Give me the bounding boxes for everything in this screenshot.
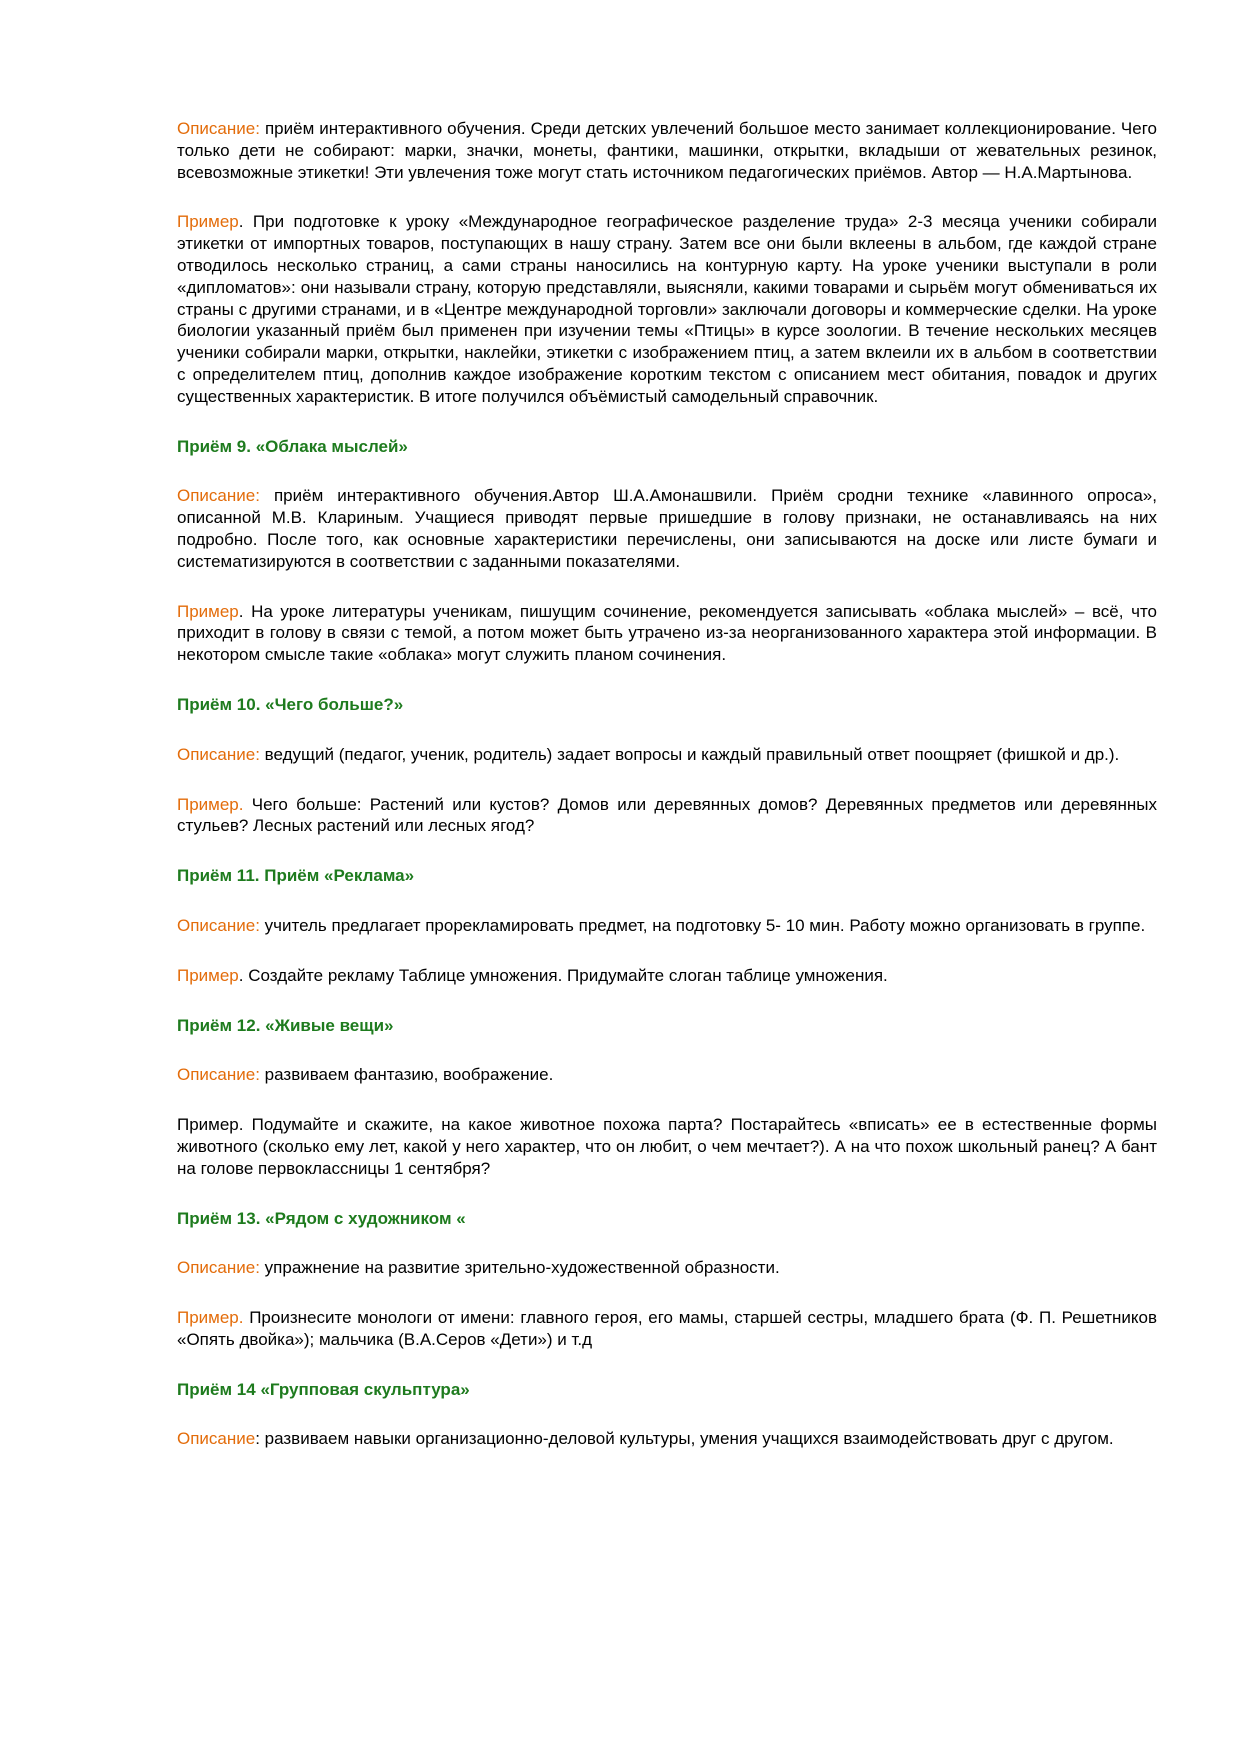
paragraph-description — [177, 1257, 1157, 1279]
example-label: Пример. — [177, 1308, 244, 1328]
paragraph-example — [177, 1307, 1157, 1351]
paragraph-description — [177, 118, 1157, 183]
paragraph-description — [177, 1428, 1157, 1450]
paragraph-text: . На уроке литературы ученикам, пишущим сочинение, рекомендуется записывать «облака мыслей» – всё, что приходит в голову в связи с темой, а потом может быть утрачено из-за неорганизованного характера этой информации. В некотором смысле такие «облака» могут служить планом сочинения. — [177, 601, 1157, 665]
section-heading: Приём 13. «Рядом с художником « — [177, 1208, 466, 1228]
example-label: Пример — [177, 601, 239, 621]
paragraph-text: . При подготовке к уроку «Международное географическое разделение труда» 2-3 месяца ученики собирали этикетки от импортных товаров, поступающих в нашу страну. Затем все они были вклеены в альбом, где каждой стране отводилось несколько страниц, а сами страны наносились на контурную карту. На уроке ученики выступали в роли «дипломатов»: они называли страну, которую представляли, выясняли, какими товарами и сырьём могут обмениваться их страны с другими странами, и в «Центре международной торговли» заключали договоры и коммерческие сделки. На уроке биологии указанный приём был применен при изучении темы «Птицы» в курсе зоологии. В течение нескольких месяцев ученики собирали марки, открытки, наклейки, этикетки с изображением птиц, а затем вклеили их в альбом в соответствии с определителем птиц, дополнив каждое изображение коротким текстом с описанием мест обитания, повадок и других существенных характеристик. В итоге получился объёмистый самодельный справочник. — [177, 212, 1157, 406]
description-label: Описание: — [177, 119, 260, 138]
description-label: Описание: — [177, 1258, 260, 1278]
example-label: Пример — [177, 965, 239, 985]
section-heading: Приём 14 «Групповая скульптура» — [177, 1379, 470, 1399]
paragraph-description — [177, 915, 1157, 937]
paragraph-example — [177, 1114, 1157, 1179]
section-heading: Приём 11. Приём «Реклама» — [177, 866, 415, 886]
example-label: Пример. — [177, 794, 244, 814]
paragraph-text: . Создайте рекламу Таблице умножения. Придумайте слоган таблице умножения. — [238, 965, 888, 985]
paragraph-example — [177, 965, 1157, 987]
paragraph-text: : развиваем навыки организационно-деловой культуры, умения учащихся взаимодействовать друг с другом. — [255, 1429, 1114, 1449]
paragraph-text: ведущий (педагог, ученик, родитель) задает вопросы и каждый правильный ответ поощряет (фишкой и др.). — [259, 744, 1120, 764]
paragraph-text: Чего больше: Растений или кустов? Домов или деревянных домов? Деревянных предметов или деревянных стульев? Лесных растений или лесных ягод? — [177, 794, 1157, 836]
paragraph-example — [177, 794, 1157, 838]
example-label: Пример — [177, 212, 239, 232]
section-heading: Приём 9. «Облака мыслей» — [177, 436, 408, 456]
description-label: Описание: — [177, 915, 260, 935]
description-label: Описание: — [177, 1065, 260, 1085]
paragraph-example — [177, 211, 1157, 407]
description-label: Описание — [177, 1429, 256, 1449]
section-heading: Приём 12. «Живые вещи» — [177, 1015, 394, 1035]
paragraph-text: приём интерактивного обучения.Автор Ш.А.Амонашвили. Приём сродни технике «лавинного опроса», описанной М.В. Клариным. Учащиеся приводят первые пришедшие в голову признаки, не останавливаясь на них подробно. После того, как основные характеристики перечислены, они записываются на доске или листе бумаги и систематизируются в соответствии с заданными показателями. — [177, 486, 1157, 571]
paragraph-description — [177, 1064, 1157, 1086]
paragraph-description — [177, 744, 1157, 766]
document-page — [177, 118, 1157, 1478]
description-label: Описание: — [177, 744, 260, 764]
paragraph-text: приём интерактивного обучения. Среди детских увлечений большое место занимает коллекционирование. Чего только дети не собирают: марки, значки, монеты, фантики, машинки, открытки, вкладыши от жевательных резинок, всевозможные этикетки! Эти увлечения тоже могут стать источником педагогических приёмов. Автор — Н.А.Мартынова. — [177, 119, 1157, 182]
paragraph-text: Пример. Подумайте и скажите, на какое животное похожа парта? Постарайтесь «вписать» ее в естественные формы животного (сколько ему лет, какой у него характер, что он любит, о чем мечтает?). А на что похож школьный ранец? А бант на голове первоклассницы 1 сентября? — [177, 1115, 1157, 1178]
paragraph-text: упражнение на развитие зрительно-художественной образности. — [259, 1258, 780, 1278]
description-label: Описание: — [177, 486, 260, 506]
paragraph-description — [177, 485, 1157, 572]
paragraph-text: Произнесите монологи от имени: главного героя, его мамы, старшей сестры, младшего брата (Ф. П. Решетников «Опять двойка»); мальчика (В.А.Серов «Дети») и т.д — [177, 1308, 1157, 1349]
paragraph-text: учитель предлагает прорекламировать предмет, на подготовку 5- 10 мин. Работу можно организовать в группе. — [259, 915, 1146, 935]
section-heading: Приём 10. «Чего больше?» — [177, 694, 404, 714]
paragraph-text: развиваем фантазию, воображение. — [259, 1065, 554, 1085]
paragraph-example — [177, 601, 1157, 666]
